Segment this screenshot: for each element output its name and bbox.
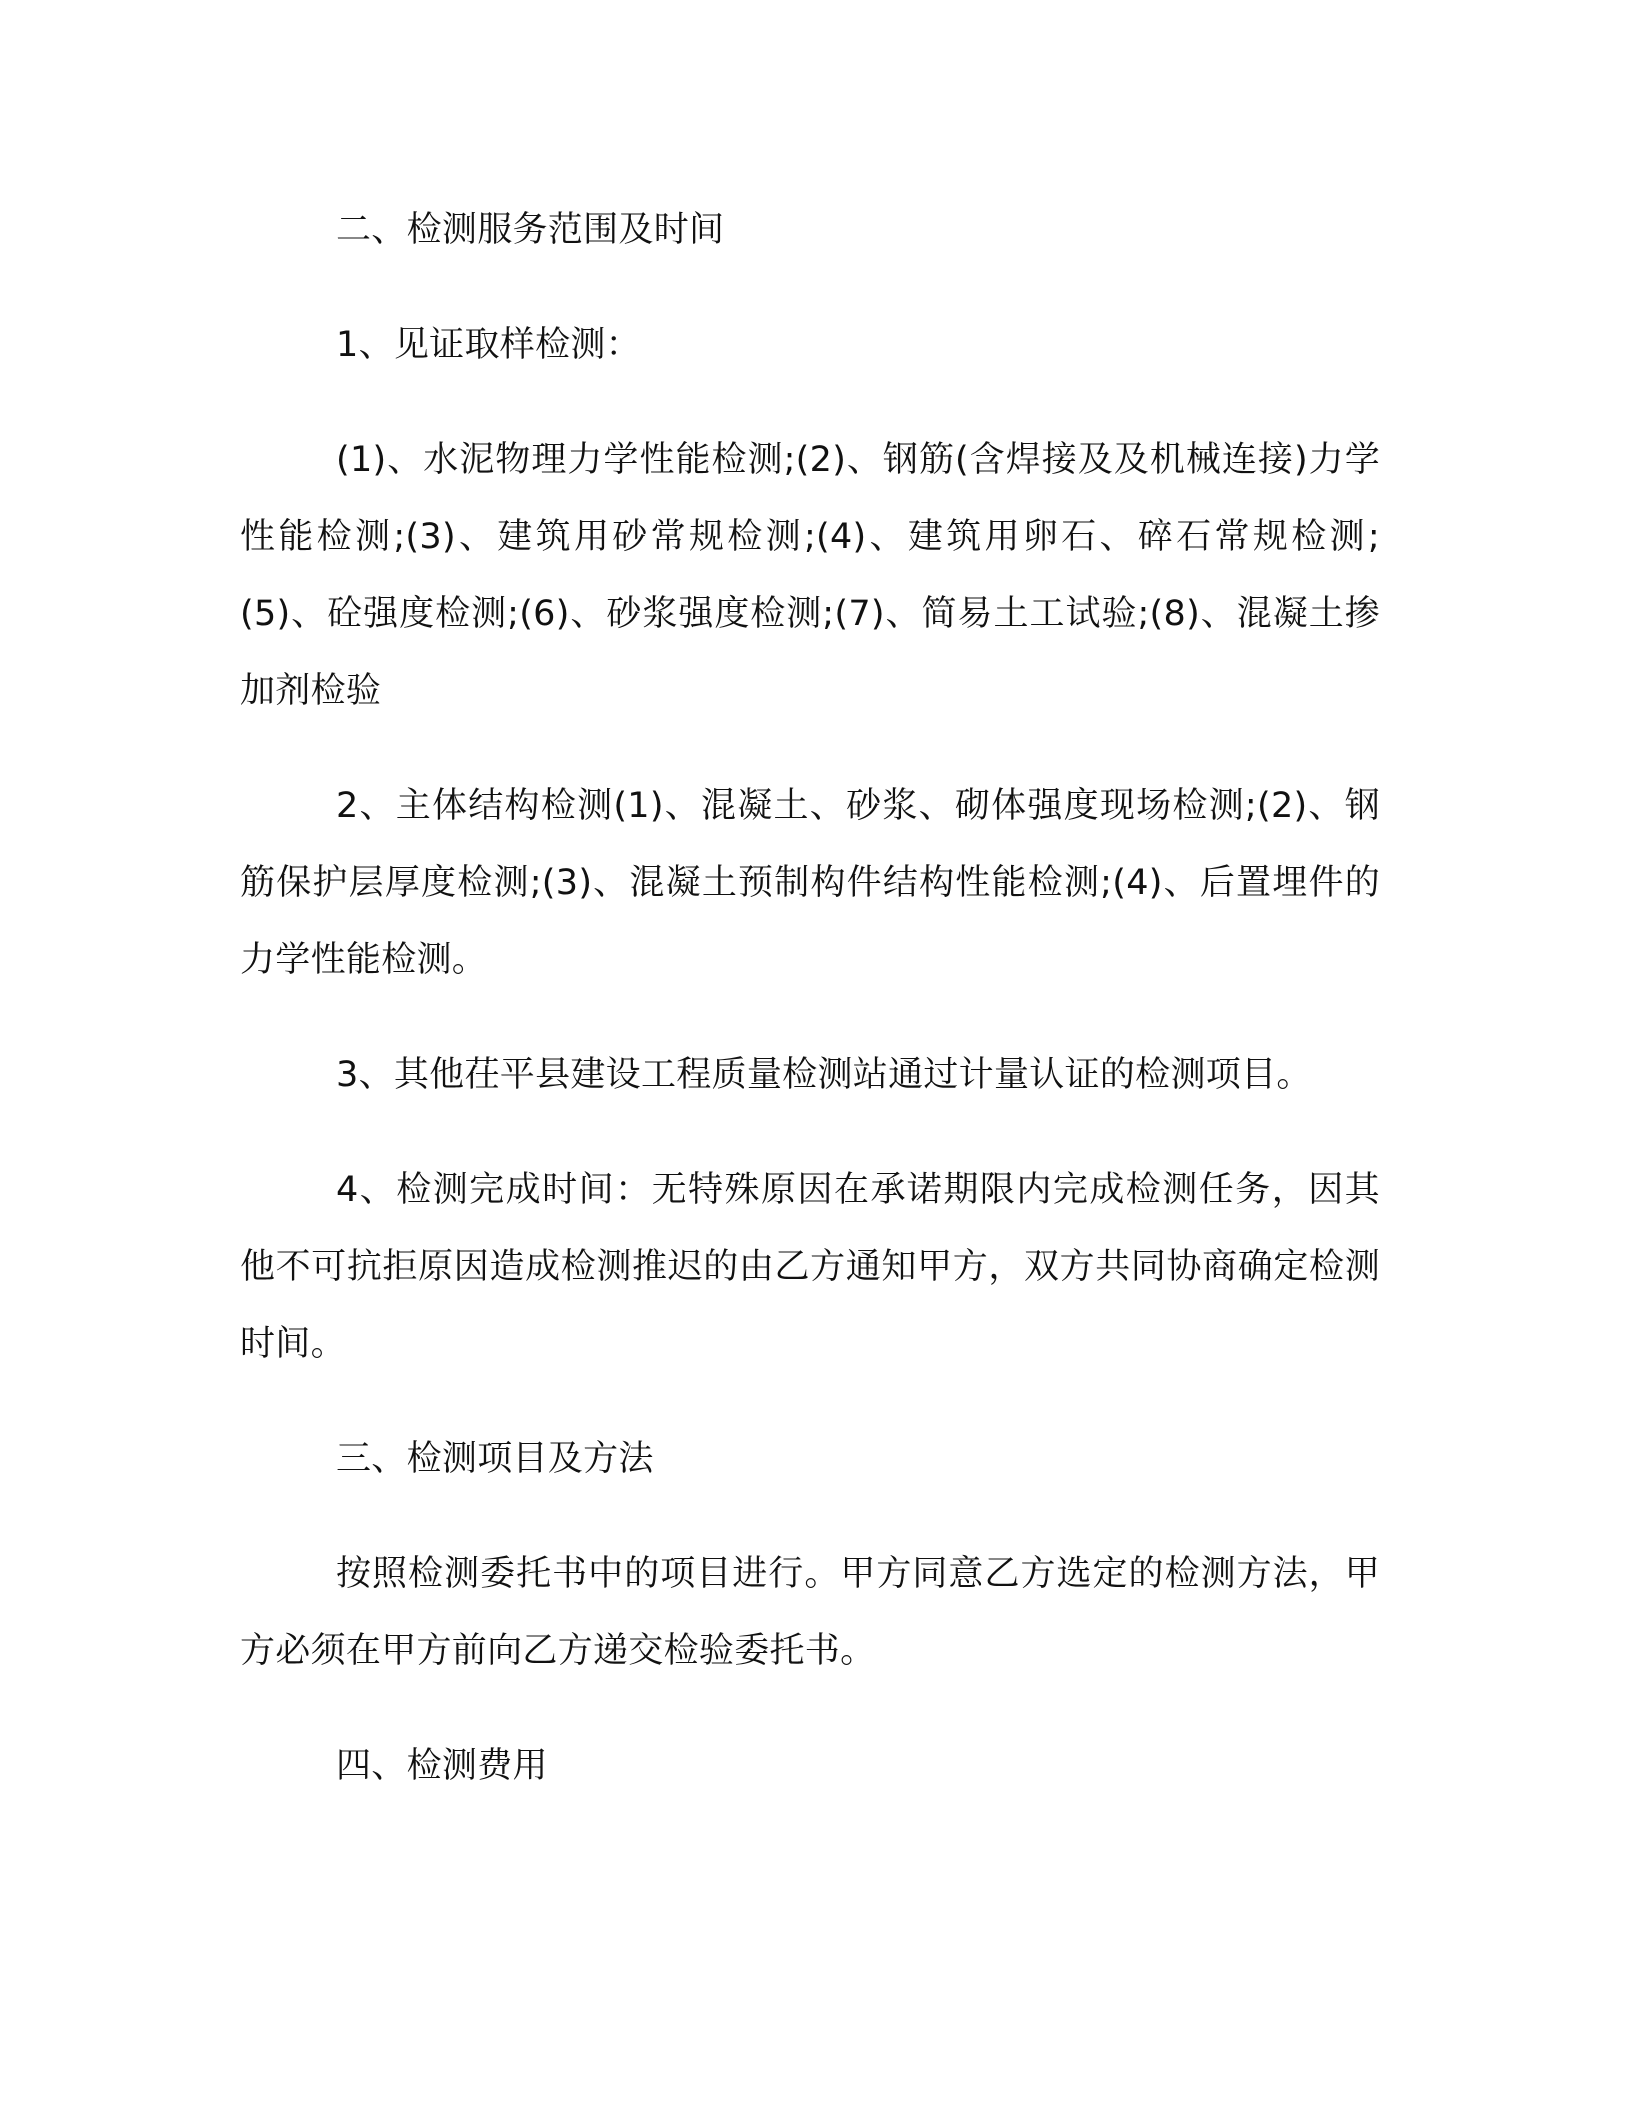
paragraph-other-items: 3、其他茌平县建设工程质量检测站通过计量认证的检测项目。 <box>336 1055 1312 1095</box>
paragraph-sampling-items: (1)、水泥物理力学性能检测;(2)、钢筋(含焊接及及机械连接)力学性能检测;(3)、建筑用砂常规检测;(4)、建筑用卵石、碎石常规检测;(5)、砼强度检测;(6)、砂浆强度检测;(7)、简易土工试验;(8)、混凝土掺加剂检验 <box>240 440 1380 711</box>
subsection-witness-sampling: 1、见证取样检测： <box>336 325 641 365</box>
section-heading-items-methods: 三、检测项目及方法 <box>336 1439 654 1479</box>
section-heading-scope-time: 二、检测服务范围及时间 <box>336 210 725 250</box>
section-heading-fees: 四、检测费用 <box>336 1746 548 1786</box>
paragraph-completion-time: 4、检测完成时间：无特殊原因在承诺期限内完成检测任务，因其他不可抗拒原因造成检测推迟的由乙方通知甲方，双方共同协商确定检测时间。 <box>240 1170 1380 1364</box>
paragraph-methods: 按照检测委托书中的项目进行。甲方同意乙方选定的检测方法，甲方必须在甲方前向乙方递交检验委托书。 <box>240 1554 1380 1671</box>
paragraph-structural-testing: 2、主体结构检测(1)、混凝土、砂浆、砌体强度现场检测;(2)、钢筋保护层厚度检测;(3)、混凝土预制构件结构性能检测;(4)、后置埋件的力学性能检测。 <box>240 786 1380 980</box>
document-body <box>240 192 1380 1805</box>
